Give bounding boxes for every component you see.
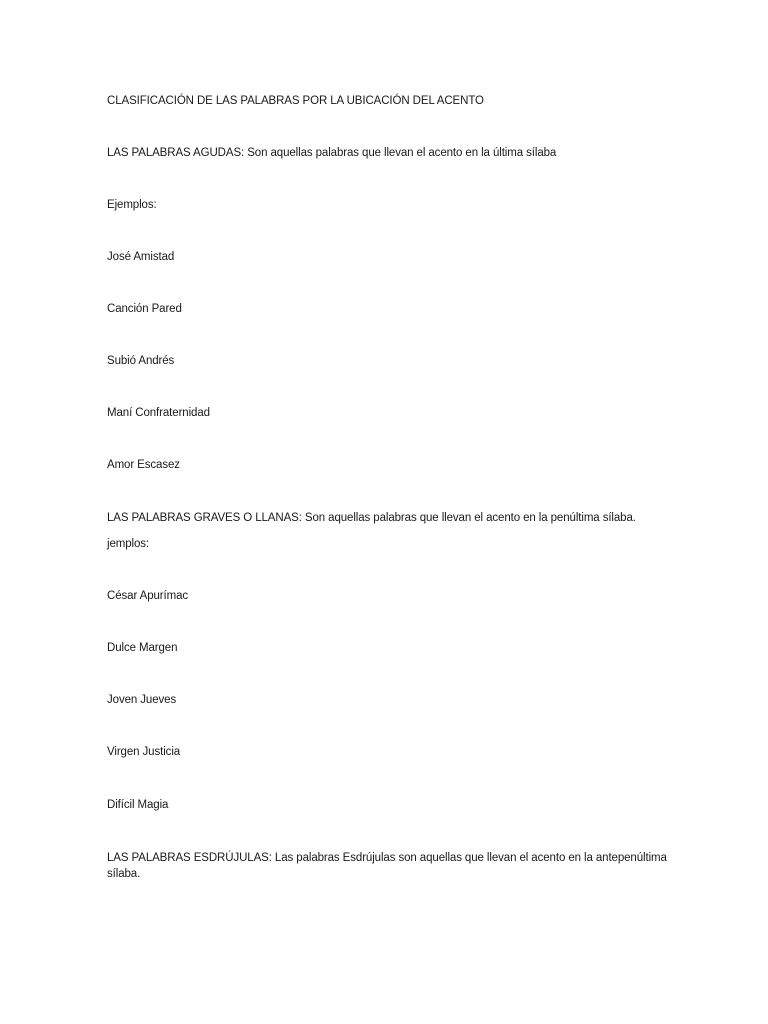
agudas-example: José Amistad	[107, 251, 175, 263]
document-title: CLASIFICACIÓN DE LAS PALABRAS POR LA UBICACIÓN DEL ACENTO	[107, 95, 484, 107]
agudas-examples-heading: Ejemplos:	[107, 199, 157, 211]
agudas-example: Amor Escasez	[107, 459, 180, 471]
esdrujulas-definition: LAS PALABRAS ESDRÚJULAS: Las palabras Esdrújulas son aquellas que llevan el acento en la antepenúltima sílaba.	[107, 852, 667, 880]
agudas-example: Maní Confraternidad	[107, 407, 210, 419]
graves-definition: LAS PALABRAS GRAVES O LLANAS: Son aquellas palabras que llevan el acento en la penúltima sílaba.	[107, 512, 636, 524]
agudas-example: Subió Andrés	[107, 355, 175, 367]
graves-examples-heading: jemplos:	[107, 538, 150, 550]
graves-example: Joven Jueves	[107, 694, 177, 706]
graves-example: Virgen Justicia	[107, 746, 181, 758]
graves-example: Difícil Magia	[107, 799, 169, 811]
agudas-definition: LAS PALABRAS AGUDAS: Son aquellas palabras que llevan el acento en la última sílaba	[107, 147, 557, 159]
graves-example: César Apurímac	[107, 590, 189, 602]
agudas-example: Canción Pared	[107, 303, 182, 315]
graves-example: Dulce Margen	[107, 642, 178, 654]
